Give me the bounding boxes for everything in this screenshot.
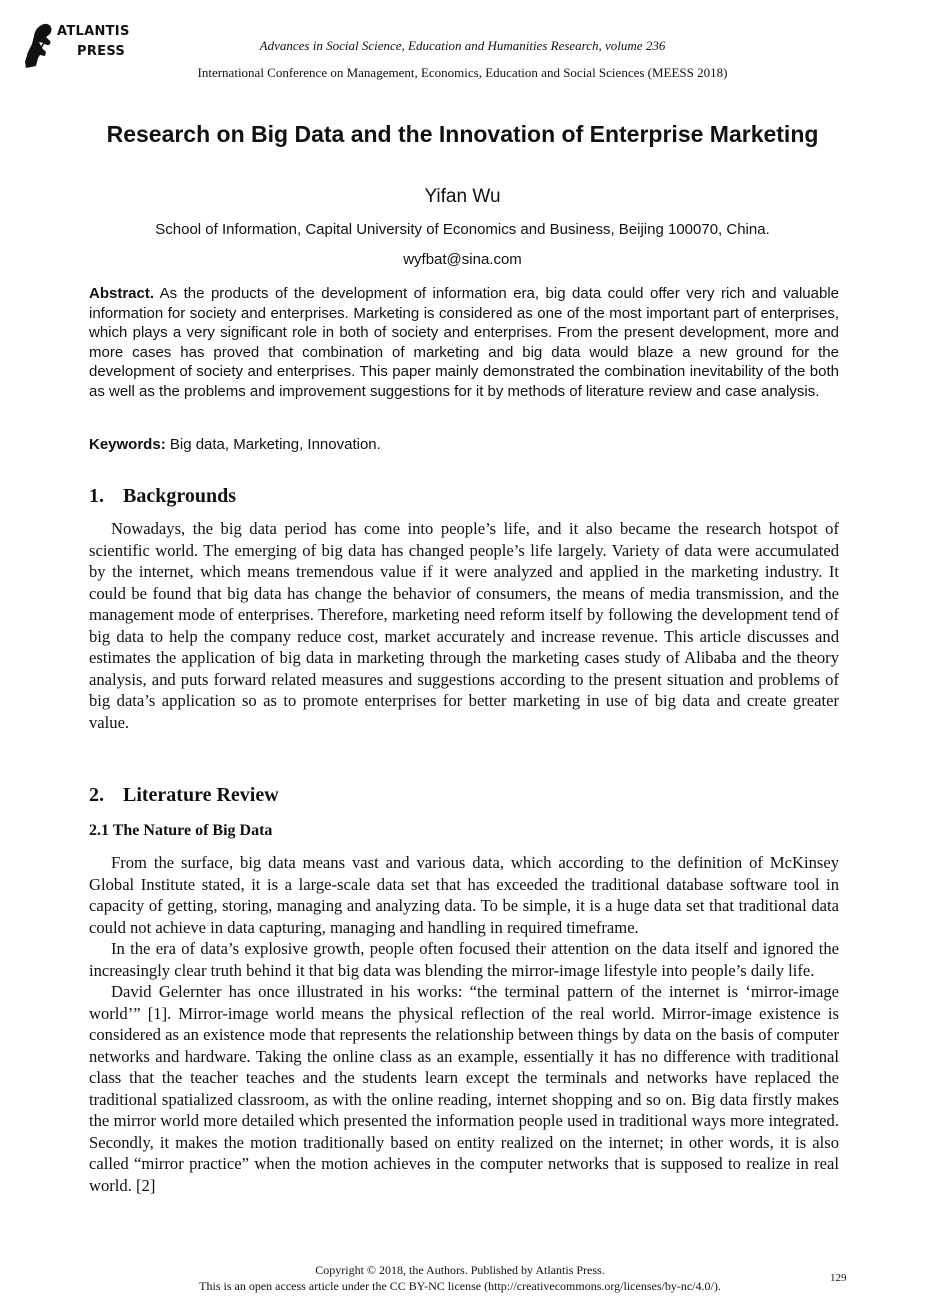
- section-body-literature-review: [89, 852, 839, 1196]
- section-number: 2.: [89, 784, 104, 806]
- abstract-text: As the products of the development of information era, big data could offer very rich and valuable information for society and enterprises. Marketing is considered as one of the most important part of enterprises, which plays a very significant role in both of society and enterprises. From the present development, more and more cases has proved that combination of marketing and big data would blaze a new ground for the development of society and enterprises. This paper mainly demonstrated the combination inevitability of the both as well as the problems and improvement suggestions for it by methods of literature review and case analysis.: [89, 285, 839, 400]
- paragraph: David Gelernter has once illustrated in his works: “the terminal pattern of the internet is ‘mirror-image world’” [1]. Mirror-image world means the physical reflection of the real world. Mirror-image existence is considered as an existence mode that represents the relationship between things by data on the basis of computer networks and hardware. Taking the online class as an example, essentially it has no difference with traditional class that the teacher teaches and the students learn except the terminals and networks have replaced the traditional spatialized classroom, as with the online reading, internet shopping and so on. Big data firstly makes the mirror world more detailed which presented the information people used in traditional ways more integrated. Secondly, it makes the motion traditionally based on entity realized on the internet; in other words, it is also called “mirror practice” when the motion achieves in the computer networks that is supposed to realize in real world. [2]: [89, 982, 839, 1195]
- author-name: Yifan Wu: [424, 186, 501, 207]
- author-email[interactable]: wyfbat@sina.com: [403, 251, 522, 268]
- section-number: 1.: [89, 485, 104, 507]
- license-line: This is an open access article under the CC BY-NC license (http://creativecommons.org/licenses/by-nc/4.0/).: [199, 1279, 721, 1293]
- author-affiliation: School of Information, Capital University of Economics and Business, Beijing 100070, China.: [155, 221, 770, 238]
- section-heading-backgrounds: [89, 485, 236, 508]
- section-title: Backgrounds: [123, 485, 237, 507]
- logo-line1: ATLANTIS: [57, 24, 130, 39]
- section-body-backgrounds: [89, 518, 839, 733]
- subsection-heading: 2.1 The Nature of Big Data: [89, 822, 273, 839]
- abstract: [89, 284, 839, 402]
- keywords-text: Big data, Marketing, Innovation.: [165, 436, 381, 453]
- conference-title: International Conference on Management, Economics, Education and Social Sciences (MEESS 2018): [197, 65, 728, 80]
- footer: [140, 1262, 780, 1294]
- series-title: Advances in Social Science, Education and Humanities Research, volume 236: [259, 38, 666, 53]
- paragraph: From the surface, big data means vast and various data, which according to the definition of McKinsey Global Institute stated, it is a large-scale data set that has exceeded the traditional database software tool in capacity of getting, storing, managing and analyzing data. To be simple, it is a huge data set that traditional data could not achieve in data capturing, managing and handling in required timeframe.: [89, 853, 839, 937]
- section-heading-literature-review: [89, 784, 279, 807]
- keywords: [89, 436, 839, 453]
- copyright-line: Copyright © 2018, the Authors. Published by Atlantis Press.: [315, 1263, 605, 1277]
- paragraph: Nowadays, the big data period has come into people’s life, and it also became the research hotspot of scientific world. The emerging of big data has changed people’s life largely. Variety of data were accumulated by the internet, which means tremendous value if it were analyzed and applied in the marketing industry. It could be found that big data has change the behavior of consumers, the means of media transmission, and the management mode of enterprises. Therefore, marketing need reform itself by following the development tend of big data to help the company reduce cost, market accurately and increase revenue. This article discusses and estimates the application of big data in marketing through the marketing cases study of Alibaba and the theory analysis, and puts forward related measures and suggestions according to the present situation and problems of big data’s application so as to promote enterprises for better marketing in use of big data and create greater value.: [89, 519, 839, 732]
- page-number: 129: [830, 1272, 847, 1284]
- paragraph: In the era of data’s explosive growth, people often focused their attention on the data itself and ignored the increasingly clear truth behind it that big data was blending the mirror-image lifestyle into people’s daily life.: [89, 939, 839, 980]
- paper-title: Research on Big Data and the Innovation of Enterprise Marketing: [106, 121, 819, 147]
- keywords-label: Keywords:: [89, 436, 166, 453]
- section-title: Literature Review: [123, 784, 279, 806]
- logo-line2: PRESS: [77, 44, 126, 59]
- abstract-label: Abstract.: [89, 285, 155, 302]
